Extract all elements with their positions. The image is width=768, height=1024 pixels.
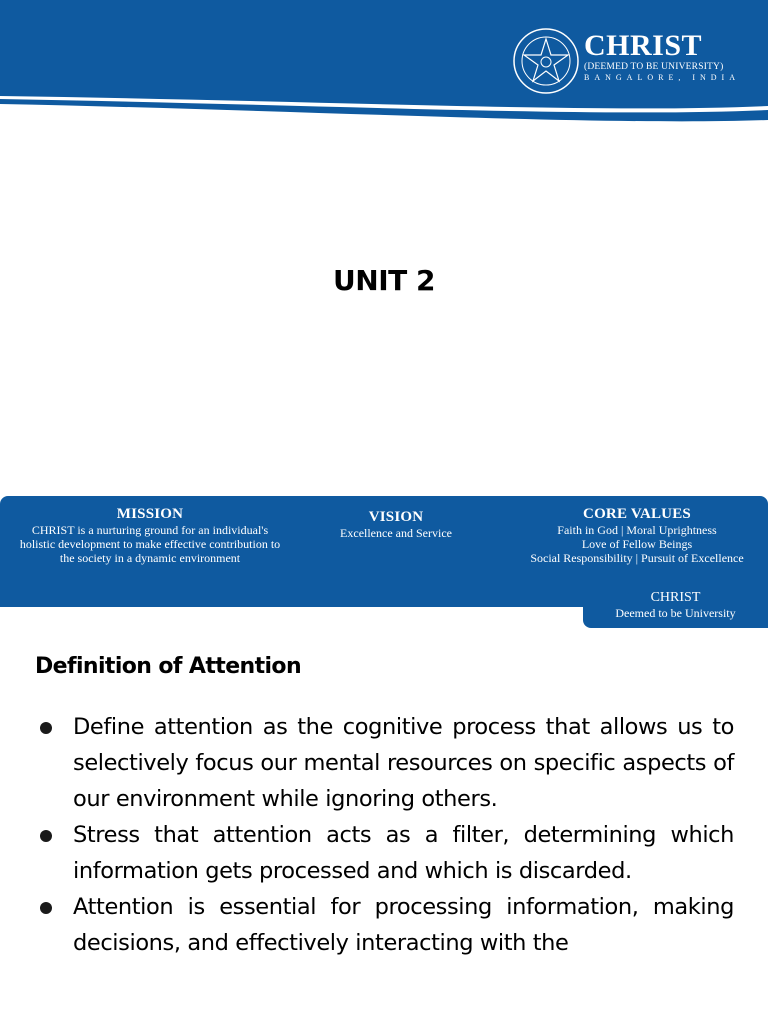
slide-title: UNIT 2 [333,264,435,297]
list-item [40,889,734,961]
logo-wordmark [584,30,740,83]
university-seal-icon [512,27,580,95]
bullet-icon [40,830,52,842]
vision-block [306,509,486,540]
logo-city: BANGALORE, INDIA [584,73,740,82]
bullet-icon [40,722,52,734]
mission-block [0,506,300,565]
bullet-text: Stress that attention acts as a filter, determining which information gets processed and which is discarded. [73,822,734,884]
core-values-heading: CORE VALUES [583,506,691,522]
mission-heading: MISSION [116,506,184,522]
logo-name: CHRIST [584,29,703,62]
vision-heading: VISION [368,509,424,525]
core-values-block [506,506,768,565]
bullet-list [40,709,734,961]
bullet-icon [40,902,52,914]
logo-subtitle: (DEEMED TO BE UNIVERSITY) [584,62,724,72]
vision-text: Excellence and Service [340,526,452,540]
footer-university-tab [583,586,768,628]
list-item [40,817,734,889]
mission-text: CHRIST is a nurturing ground for an individual's holistic development to make effective contribution to the society in a dynamic environment [19,523,281,565]
list-item [40,709,734,817]
footer-tab-subtitle: Deemed to be University [615,606,736,620]
footer-tab-name: CHRIST [650,590,701,605]
core-values-text: Faith in God | Moral Uprightness Love of Fellow Beings Social Responsibility | Pursuit of Excellence [530,523,744,565]
bullet-text: Attention is essential for processing information, making decisions, and effectively interacting with the [73,894,734,956]
section-heading: Definition of Attention [35,654,302,679]
bullet-text: Define attention as the cognitive process that allows us to selectively focus our mental resources on specific aspects of our environment while ignoring others. [73,714,734,812]
